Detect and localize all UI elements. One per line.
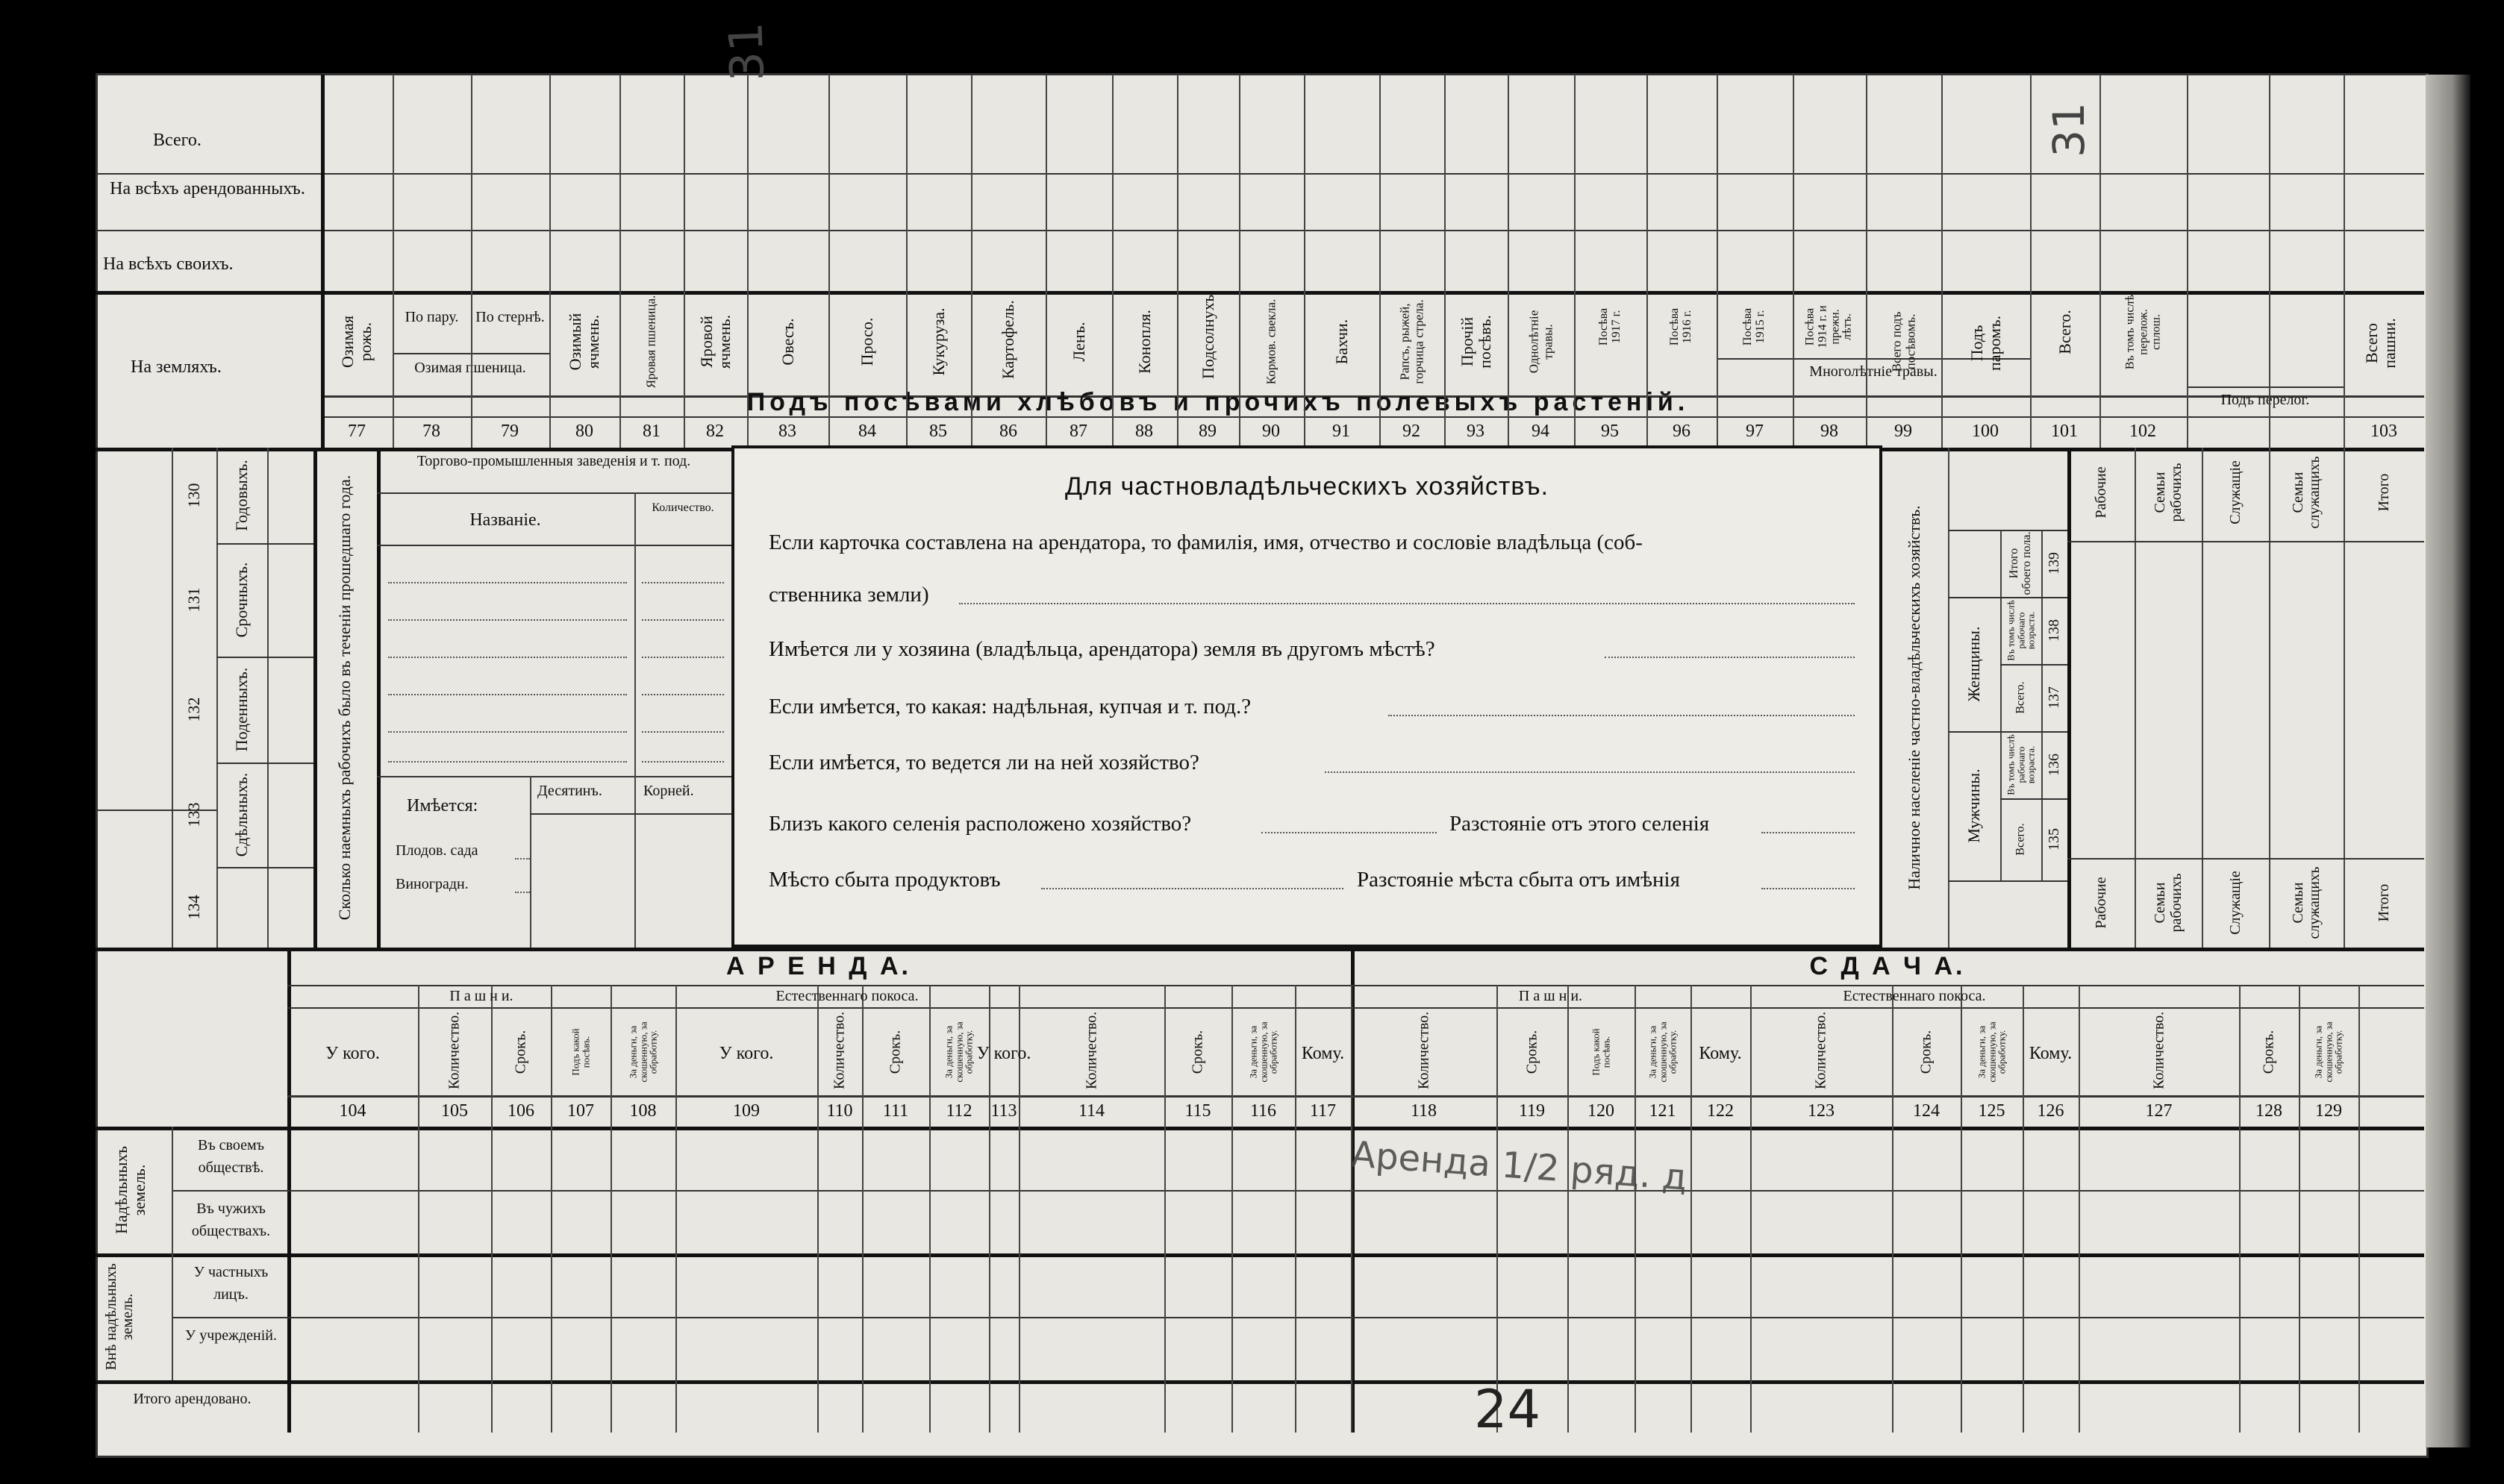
bottom-col-number: 124 [1913, 1101, 1940, 1121]
crop-header-18: Посѣва 1917 г. [1596, 307, 1623, 346]
top-col-number: 92 [1402, 422, 1420, 441]
top-col-number: 86 [999, 422, 1017, 441]
bottom-col-number: 118 [1410, 1101, 1437, 1121]
mnogoletnie-label: Многолѣтніе травы. [1809, 363, 1938, 380]
crop-header-4: Яровая пшеница. [643, 295, 658, 389]
row-label-vsego: Всего. [153, 131, 202, 150]
group-pokosa: Естественнаго покоса. [1843, 988, 1986, 1004]
women-label: Женщины. [1964, 626, 1983, 702]
crop-header-1: По пару. [405, 309, 459, 325]
hired-label: Поденныхъ. [231, 667, 251, 752]
header-kolichestvo: Количество. [1812, 1011, 1829, 1089]
quantity-column-label: Количество. [652, 501, 714, 514]
header-kolichestvo: Количество. [2150, 1011, 2167, 1089]
hired-number: 130 [184, 483, 203, 508]
crop-header-13: Кормов. свекла. [1264, 298, 1278, 385]
extra-header-2: Въ томъ числѣ перелож. сплош. [2123, 294, 2163, 370]
crop-header-7: Просо. [857, 317, 876, 366]
row-label-arendovannyh: На всѣхъ арендованныхъ. [110, 179, 305, 198]
crop-header-9: Картофель. [998, 300, 1017, 379]
header-srok: Срокъ. [1917, 1030, 1935, 1074]
population-label: Всего. [2014, 681, 2027, 714]
top-col-number: 82 [706, 422, 724, 441]
group-pashni: П а ш н и. [449, 988, 513, 1004]
crop-header-14: Бахчи. [1331, 319, 1351, 365]
population-label: Въ томъ числѣ рабочаго возраста. [2005, 734, 2037, 795]
header-za_dengi: За деньги, за скошенную, за обработку. [943, 1021, 975, 1083]
top-col-number: 103 [2370, 422, 2397, 441]
hired-label: Срочныхъ. [231, 562, 251, 638]
bottom-col-number: 105 [441, 1101, 468, 1121]
header-kolichestvo: Количество. [446, 1011, 463, 1089]
top-col-number: 87 [1070, 422, 1087, 441]
row-label-svoih: На всѣхъ своихъ. [103, 254, 234, 274]
top-col-number: 97 [1746, 422, 1764, 441]
header-komu: Кому. [1301, 1044, 1345, 1063]
imeetsya-label: Имѣется: [407, 796, 478, 815]
crop-header-10: Ленъ. [1069, 322, 1088, 362]
top-col-number: 90 [1262, 422, 1280, 441]
right-col-label-top: Рабочие [2093, 466, 2109, 519]
crop-header-21: Посѣва 1914 г. и прежн. лѣтъ. [1803, 305, 1854, 348]
crop-header-15: Рапсъ, рыжей, горчица стрела. [1396, 299, 1426, 384]
desyatin-label: Десятинъ. [537, 783, 602, 799]
crop-header-17: Однолѣтніе травы. [1526, 310, 1555, 374]
hired-number: 131 [184, 587, 203, 613]
population-col-number: 136 [2046, 754, 2062, 776]
question-owner-line1: Если карточка составлена на арендатора, то фамилія, имя, отчество и сословіе владѣльца (соб- [769, 530, 1643, 554]
bottom-col-number: 107 [567, 1101, 594, 1121]
bottom-col-number: 112 [946, 1101, 972, 1121]
bottom-col-number: 106 [508, 1101, 534, 1121]
top-col-number: 102 [2129, 422, 2156, 441]
crop-header-20: Посѣва 1915 г. [1741, 307, 1767, 346]
row-uchrezhdeniy: У учрежденій. [185, 1327, 277, 1344]
top-col-number: 88 [1135, 422, 1153, 441]
extra-header-1: Всего. [2055, 310, 2074, 354]
population-label: Всего. [2014, 823, 2027, 856]
top-col-number: 101 [2051, 422, 2078, 441]
question-owner-line2: ственника земли) [769, 583, 929, 607]
sowing-banner: Подъ посѣвами хлѣбовъ и прочихъ полевыхъ растеній. [746, 388, 1690, 416]
question-village-distance: Разстояніе отъ этого селенія [1449, 812, 1710, 836]
question-farming: Если имѣется, то ведется ли на ней хозяйство? [769, 751, 1199, 774]
header-kolichestvo: Количество. [1415, 1011, 1431, 1089]
question-other-land: Имѣется ли у хозяина (владѣльца, арендатора) земля въ другомъ мѣстѣ? [769, 637, 1435, 661]
header-pod_kakoy: Подъ какой посѣвъ. [569, 1028, 591, 1076]
hired-number: 133 [184, 802, 203, 827]
top-col-number: 91 [1332, 422, 1350, 441]
top-col-number: 78 [422, 422, 440, 441]
header-za_dengi: За деньги, за скошенную, за обработку. [2312, 1021, 2344, 1083]
crop-header-0: Озимая рожь. [337, 316, 375, 369]
bottom-col-number: 117 [1309, 1101, 1337, 1121]
land-label: На земляхъ. [131, 357, 222, 377]
private-farms-title: Для частновладѣльческихъ хозяйствъ. [1064, 472, 1549, 501]
bottom-col-number: 119 [1518, 1101, 1546, 1121]
top-col-number: 96 [1673, 422, 1690, 441]
top-col-number: 77 [348, 422, 366, 441]
arenda-banner: А Р Е Н Д А. [726, 952, 911, 980]
sdacha-banner: С Д А Ч А. [1809, 952, 1966, 980]
header-za_dengi: За деньги, за скошенную, за обработку. [627, 1021, 659, 1083]
top-col-number: 98 [1820, 422, 1838, 441]
extra-header-3: Всего пашни. [2361, 318, 2399, 369]
bottom-col-number: 114 [1078, 1101, 1105, 1121]
group-pokosa: Естественнаго покоса. [775, 988, 919, 1004]
crop-header-6: Овесъ. [778, 318, 797, 366]
row-svoem-obshchestve: Въ своемъ обществѣ. [198, 1137, 264, 1176]
top-col-number: 83 [778, 422, 796, 441]
header-za_dengi: За деньги, за скошенную, за обработку. [1646, 1021, 1679, 1083]
row-itogo-arendovano: Итого арендовано. [133, 1391, 252, 1407]
bottom-col-number: 110 [826, 1101, 853, 1121]
header-kolichestvo: Количество. [1083, 1011, 1099, 1089]
right-col-label-bottom: Рабочие [2093, 877, 2109, 929]
bottom-col-number: 128 [2255, 1101, 2282, 1121]
top-col-number: 85 [929, 422, 947, 441]
bottom-col-number: 113 [990, 1101, 1017, 1121]
right-col-label-top: Семьи служащихъ [2290, 456, 2323, 529]
population-col-number: 139 [2046, 552, 2062, 574]
top-col-number: 79 [501, 422, 519, 441]
question-market: Мѣсто сбыта продуктовъ [769, 868, 1001, 892]
right-col-label-bottom: Семьи рабочихъ [2152, 873, 2185, 933]
top-col-number: 81 [643, 422, 661, 441]
crop-header-16: Прочій посѣвъ. [1457, 315, 1494, 369]
header-srok: Срокъ. [887, 1030, 904, 1074]
group-pashni: П а ш н и. [1518, 988, 1583, 1004]
extra-header-0: Подъ паромъ. [1967, 316, 2004, 371]
crop-header-12: Подсолнухъ. [1198, 290, 1217, 379]
bottom-col-number: 127 [2145, 1101, 2173, 1121]
question-nearest-village: Близъ какого селенія расположено хозяйство? [769, 812, 1192, 836]
bottom-col-number: 126 [2037, 1101, 2064, 1121]
header-komu: Кому. [1699, 1044, 1742, 1063]
bottom-col-number: 125 [1978, 1101, 2005, 1121]
hired-number: 132 [184, 697, 203, 722]
bottom-col-number: 104 [339, 1101, 366, 1121]
trade-establishments-title: Торгово-промышленныя заведенія и т. под. [416, 453, 691, 469]
top-col-number: 94 [1532, 422, 1549, 441]
population-label: Итого обоего пола. [2008, 531, 2033, 595]
header-srok: Срокъ. [2260, 1030, 2277, 1074]
header-u_kogo: У кого. [719, 1044, 774, 1063]
population-col-number: 135 [2046, 828, 2062, 851]
row-chuzhih-obshchestvah: Въ чужихъ обществахъ. [191, 1200, 271, 1239]
crop-header-22: Всего подъ посѣвомъ. [1888, 311, 1917, 372]
header-srok: Срокъ. [512, 1030, 529, 1074]
header-srok: Срокъ. [1523, 1030, 1540, 1074]
top-col-number: 80 [575, 422, 593, 441]
population-col-number: 137 [2046, 686, 2062, 709]
top-col-number: 84 [858, 422, 876, 441]
bottom-col-number: 122 [1707, 1101, 1734, 1121]
population-title: Наличное населеніе частно-владѣльческихъ хозяйствъ. [1904, 505, 1923, 890]
row-chastnyh-lits: У частныхъ лицъ. [193, 1264, 269, 1303]
top-col-number: 89 [1199, 422, 1217, 441]
bottom-col-number: 115 [1184, 1101, 1211, 1121]
handwritten-mark-2: 31 [2043, 102, 2094, 157]
handwritten-mark-1: 31 [718, 21, 775, 82]
right-col-label-bottom: Служащіе [2227, 871, 2244, 935]
header-u_kogo: У кого. [976, 1044, 1031, 1063]
right-col-label-top: Семьи рабочихъ [2152, 463, 2185, 522]
handwritten-note: Аренда 1/2 ряд. д [1349, 1133, 1689, 1199]
bottom-col-number: 120 [1587, 1101, 1614, 1121]
header-za_dengi: За деньги, за скошенную, за обработку. [1976, 1021, 2008, 1083]
paper-edge [2426, 75, 2470, 1447]
pod-perelog-label: Подъ перелог. [2220, 392, 2310, 408]
top-col-number: 93 [1467, 422, 1484, 441]
header-u_kogo: У кого. [325, 1044, 380, 1063]
header-kolichestvo: Количество. [831, 1011, 848, 1089]
population-col-number: 138 [2046, 619, 2062, 642]
crop-header-19: Посѣва 1916 г. [1668, 307, 1693, 346]
crop-header-2: По стернѣ. [475, 309, 545, 325]
men-label: Мужчины. [1964, 768, 1983, 843]
nadelnyh-label: Надѣльныхъ земель. [111, 1146, 149, 1234]
bottom-col-number: 123 [1808, 1101, 1835, 1121]
right-col-label-bottom: Семьи служащихъ [2290, 866, 2323, 939]
hired-number: 134 [184, 895, 203, 920]
hired-label: Годовыхъ. [231, 460, 251, 531]
bottom-col-number: 109 [733, 1101, 760, 1121]
top-col-number: 100 [1972, 422, 1999, 441]
bottom-col-number: 116 [1249, 1101, 1277, 1121]
vinogradnik-label: Виноградн. [396, 876, 469, 892]
bottom-col-number: 111 [882, 1101, 909, 1121]
name-column-label: Названіе. [469, 510, 541, 530]
header-srok: Срокъ. [1189, 1030, 1206, 1074]
plodov-sada-label: Плодов. сада [396, 842, 478, 859]
crop-header-3: Озимый ячмень. [565, 313, 602, 371]
question-land-type: Если имѣется, то какая: надѣльная, купчая и т. под.? [769, 695, 1252, 718]
bottom-col-number: 121 [1649, 1101, 1676, 1121]
crop-header-11: Конопля. [1134, 310, 1154, 374]
ozimaya-pshenitsa-label: Озимая пшеница. [414, 360, 526, 376]
right-col-label-top: Итого [2376, 473, 2392, 512]
header-pod_kakoy: Подъ какой посѣвъ. [1590, 1028, 1611, 1076]
top-col-number: 95 [1601, 422, 1619, 441]
handwritten-page-number: 24 [1474, 1379, 1541, 1440]
vne-nadelnyh-label: Внѣ надѣльныхъ земель. [103, 1263, 136, 1371]
hired-label: Сдѣльныхъ. [231, 772, 251, 857]
header-komu: Кому. [2029, 1044, 2073, 1063]
question-market-distance: Разстояніе мѣста сбыта отъ имѣнія [1357, 868, 1680, 892]
bottom-col-number: 129 [2315, 1101, 2342, 1121]
population-label: Въ томъ числѣ рабочаго возраста. [2005, 600, 2037, 661]
korney-label: Корней. [643, 783, 694, 799]
hired-workers-question: Сколько наемныхъ рабочихъ было въ теченіи прошедшаго года. [334, 475, 354, 921]
right-col-label-top: Служащіе [2227, 460, 2244, 525]
right-col-label-bottom: Итого [2376, 883, 2392, 922]
bottom-col-number: 108 [629, 1101, 657, 1121]
header-za_dengi: За деньги, за скошенную, за обработку. [1247, 1021, 1279, 1083]
crop-header-5: Яровой ячмень. [696, 314, 734, 369]
crop-header-8: Кукуруза. [928, 307, 948, 376]
top-col-number: 99 [1894, 422, 1912, 441]
